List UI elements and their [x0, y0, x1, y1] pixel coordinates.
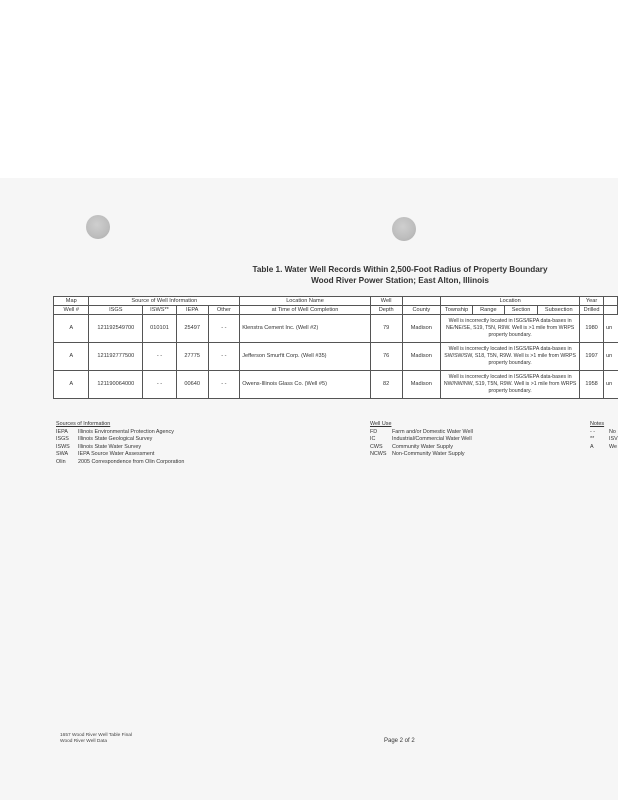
cell-location-name: Owens-Illinois Glass Co. (Well #5)	[240, 371, 371, 399]
col-map: Map	[54, 297, 89, 306]
cell-iepa: 27775	[176, 343, 208, 371]
cell-other: - -	[208, 343, 240, 371]
legend-item: IC Industrial/Commercial Water Well	[370, 436, 472, 443]
cell-isws: - -	[143, 371, 177, 399]
footer-file-info	[60, 733, 132, 745]
footer-line-1: 1657 Wood River Well Table Final	[60, 733, 132, 738]
cell-map: A	[54, 343, 89, 371]
col-section: Section	[504, 306, 538, 315]
cell-depth: 82	[370, 371, 402, 399]
legend-item: ISWS Illinois State Water Survey	[56, 443, 142, 450]
legend-item: FD Farm and/or Domestic Water Well	[370, 428, 473, 435]
col-source-group: Source of Well Information	[89, 297, 240, 306]
well-use-legend	[370, 421, 473, 459]
legend-item: NCWS Non-Community Water Supply	[370, 451, 465, 458]
sources-heading: Sources of Information	[56, 421, 111, 427]
cell-use: un	[604, 371, 618, 399]
legend-item: A We	[590, 443, 617, 450]
cell-use: un	[604, 315, 618, 343]
legend-item: ISGS Illinois State Geological Survey	[56, 436, 153, 443]
col-year: Year	[580, 297, 604, 306]
notes-legend	[590, 421, 618, 451]
col-use	[604, 306, 618, 315]
col-location-name: Location Name	[240, 297, 371, 306]
col-other: Other	[208, 306, 240, 315]
cell-year: 1958	[580, 371, 604, 399]
cell-iepa: 00640	[176, 371, 208, 399]
cell-location-note: Well is incorrectly located in ISGS/IEPA data-bases in NE/NE/SE, S19, T5N, R9W. Well is >1 mile from WRPS property boundary.	[441, 315, 580, 343]
cell-location-note: Well is incorrectly located in ISGS/IEPA data-bases in SW/SW/SW, S18, T5N, R9W. Well is >1 mile from WRPS property boundary.	[441, 343, 580, 371]
header-row-2	[54, 306, 618, 315]
col-subsection: Subsection	[538, 306, 580, 315]
col-isws: ISWS**	[143, 306, 177, 315]
cell-year: 1997	[580, 343, 604, 371]
cell-isgs: 121192549700	[89, 315, 143, 343]
cell-map: A	[54, 371, 89, 399]
col-iepa: IEPA	[176, 306, 208, 315]
cell-year: 1980	[580, 315, 604, 343]
cell-iepa: 25497	[176, 315, 208, 343]
cell-isgs: 121190064000	[89, 371, 143, 399]
col-range: Range	[473, 306, 505, 315]
table-row	[54, 315, 618, 343]
cell-other: - -	[208, 371, 240, 399]
col-map-well: Well #	[54, 306, 89, 315]
table-row	[54, 371, 618, 399]
cell-county: Madison	[402, 371, 441, 399]
cell-other: - -	[208, 315, 240, 343]
cell-location-note: Well is incorrectly located in ISGS/IEPA data-bases in NW/NW/NW, S19, T5N, R9W. Well is >1 mile from WRPS property boundary.	[441, 371, 580, 399]
notes-heading: Notes	[590, 421, 605, 427]
cell-isws: - -	[143, 343, 177, 371]
col-county-top	[402, 297, 441, 306]
col-drilled: Drilled	[580, 306, 604, 315]
punch-hole-right	[392, 217, 416, 241]
cell-county: Madison	[402, 315, 441, 343]
legend-item: - - No	[590, 428, 616, 435]
legend-item: SWA IEPA Source Water Assessment	[56, 451, 155, 458]
legend-item: CWS Community Water Supply	[370, 443, 453, 450]
col-use-top	[604, 297, 618, 306]
col-isgs: ISGS	[89, 306, 143, 315]
legend-item: ** ISV	[590, 436, 618, 443]
sources-legend	[56, 421, 184, 467]
col-depth: Depth	[370, 306, 402, 315]
cell-depth: 79	[370, 315, 402, 343]
cell-isws: 010101	[143, 315, 177, 343]
legend-item: IEPA Illinois Environmental Protection Agency	[56, 428, 174, 435]
well-records-table	[53, 296, 618, 399]
cell-isgs: 121192777500	[89, 343, 143, 371]
punch-hole-left	[86, 215, 110, 239]
cell-use: un	[604, 343, 618, 371]
col-township: Township	[441, 306, 473, 315]
col-county: County	[402, 306, 441, 315]
cell-location-name: Klenstra Cement Inc. (Well #2)	[240, 315, 371, 343]
cell-map: A	[54, 315, 89, 343]
legend-item: Olin 2005 Correspondence from Olin Corporation	[56, 458, 185, 465]
footer-line-2: Wood River Well Data	[60, 739, 108, 744]
table-title: Table 1. Water Well Records Within 2,500-Foot Radius of Property Boundary	[252, 265, 548, 274]
cell-location-name: Jefferson Smurfit Corp. (Well #35)	[240, 343, 371, 371]
cell-depth: 76	[370, 343, 402, 371]
cell-county: Madison	[402, 343, 441, 371]
page-number: Page 2 of 2	[384, 738, 415, 744]
well-use-heading: Well Use	[370, 421, 392, 427]
table-row	[54, 343, 618, 371]
table-subtitle: Wood River Power Station; East Alton, Illinois	[311, 276, 489, 285]
col-well: Well	[370, 297, 402, 306]
col-location-name-2: at Time of Well Completion	[240, 306, 371, 315]
col-location-group: Location	[441, 297, 580, 306]
header-row-1	[54, 297, 618, 306]
